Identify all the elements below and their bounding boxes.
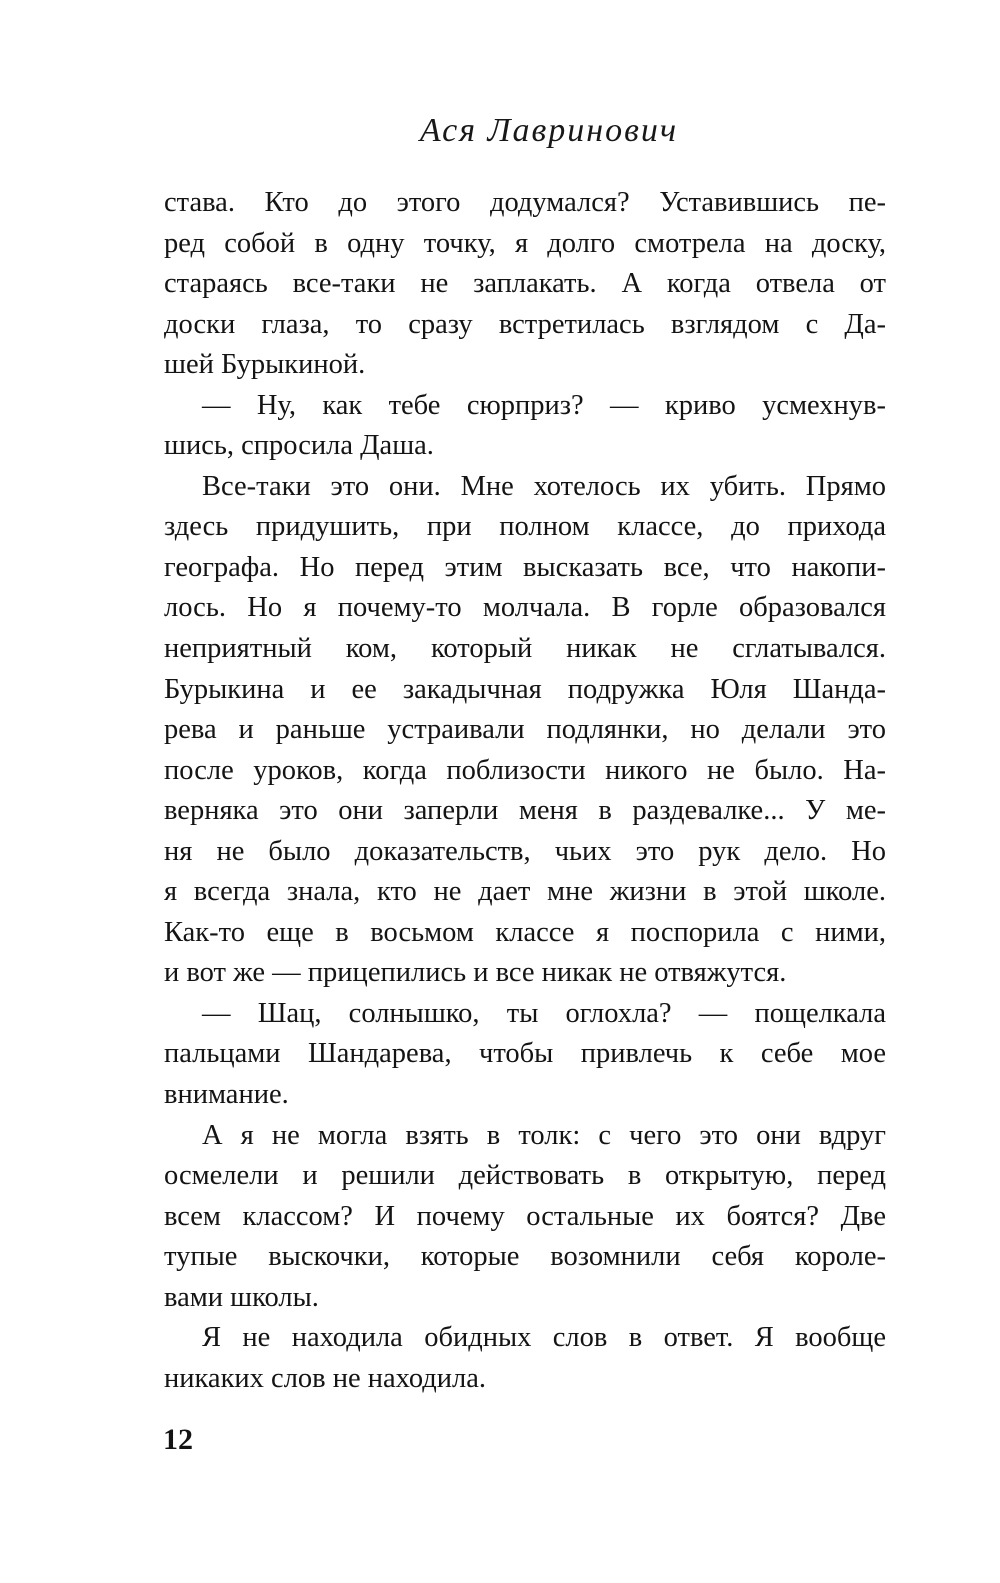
text-line: А я не могла взять в толк: с чего это они вдруг xyxy=(202,1119,886,1151)
text-line: Я не находила обидных слов в ответ. Я вообще xyxy=(202,1322,886,1354)
paragraph xyxy=(164,183,886,386)
paragraph xyxy=(164,1116,886,1319)
text-line: става. Кто до этого додумался? Уставившись пе- xyxy=(164,187,886,218)
text-line: всем классом? И почему остальные их боятся? Две xyxy=(164,1200,886,1232)
body-text xyxy=(164,183,886,1399)
text-line: верняка это они заперли меня в раздевалке... У ме- xyxy=(164,795,886,827)
text-line: шись, спросила Даша. xyxy=(164,430,434,462)
text-line: после уроков, когда поблизости никого не было. На- xyxy=(164,754,886,786)
text-line: рева и раньше устраивали подлянки, но делали это xyxy=(164,714,886,746)
text-line: географа. Но перед этим высказать все, что накопи- xyxy=(164,551,886,583)
text-line: Бурыкина и ее закадычная подружка Юля Шанда- xyxy=(164,673,886,705)
text-line: — Ну, как тебе сюрприз? — криво усмехнув- xyxy=(202,389,886,421)
paragraph xyxy=(164,994,886,1116)
text-line: никаких слов не находила. xyxy=(164,1362,487,1394)
paragraph xyxy=(164,467,886,994)
text-line: шей Бурыкиной. xyxy=(164,349,366,381)
text-line: внимание. xyxy=(164,1079,289,1111)
text-line: и вот же — прицепились и все никак не отвяжутся. xyxy=(164,957,787,989)
text-line: неприятный ком, который никак не сглатывался. xyxy=(164,633,886,665)
text-line: доски глаза, то сразу встретилась взглядом с Да- xyxy=(164,308,886,340)
text-line: Как-то еще в восьмом классе я поспорила с ними, xyxy=(164,916,886,948)
text-line: осмелели и решили действовать в открытую, перед xyxy=(164,1160,886,1192)
text-line: ред собой в одну точку, я долго смотрела на доску, xyxy=(164,227,886,259)
text-line: лось. Но я почему-то молчала. В горле образовался xyxy=(164,592,886,624)
paragraph xyxy=(164,1318,886,1399)
page-number: 12 xyxy=(163,1423,193,1456)
text-line: стараясь все-таки не заплакать. А когда отвела от xyxy=(164,268,886,300)
text-line: тупые выскочки, которые возомнили себя короле- xyxy=(164,1241,886,1273)
text-line: здесь придушить, при полном классе, до прихода xyxy=(164,511,886,543)
running-header-author: Ася Лавринович xyxy=(419,112,679,149)
paragraph xyxy=(164,386,886,467)
text-line: пальцами Шандарева, чтобы привлечь к себе мое xyxy=(164,1038,886,1070)
text-line: вами школы. xyxy=(164,1281,319,1313)
text-line: я всегда знала, кто не дает мне жизни в этой школе. xyxy=(164,876,886,908)
text-line: ня не было доказательств, чьих это рук дело. Но xyxy=(164,835,886,867)
text-line: — Шац, солнышко, ты оглохла? — пощелкала xyxy=(202,997,886,1029)
text-line: Все-таки это они. Мне хотелось их убить. Прямо xyxy=(202,470,886,502)
